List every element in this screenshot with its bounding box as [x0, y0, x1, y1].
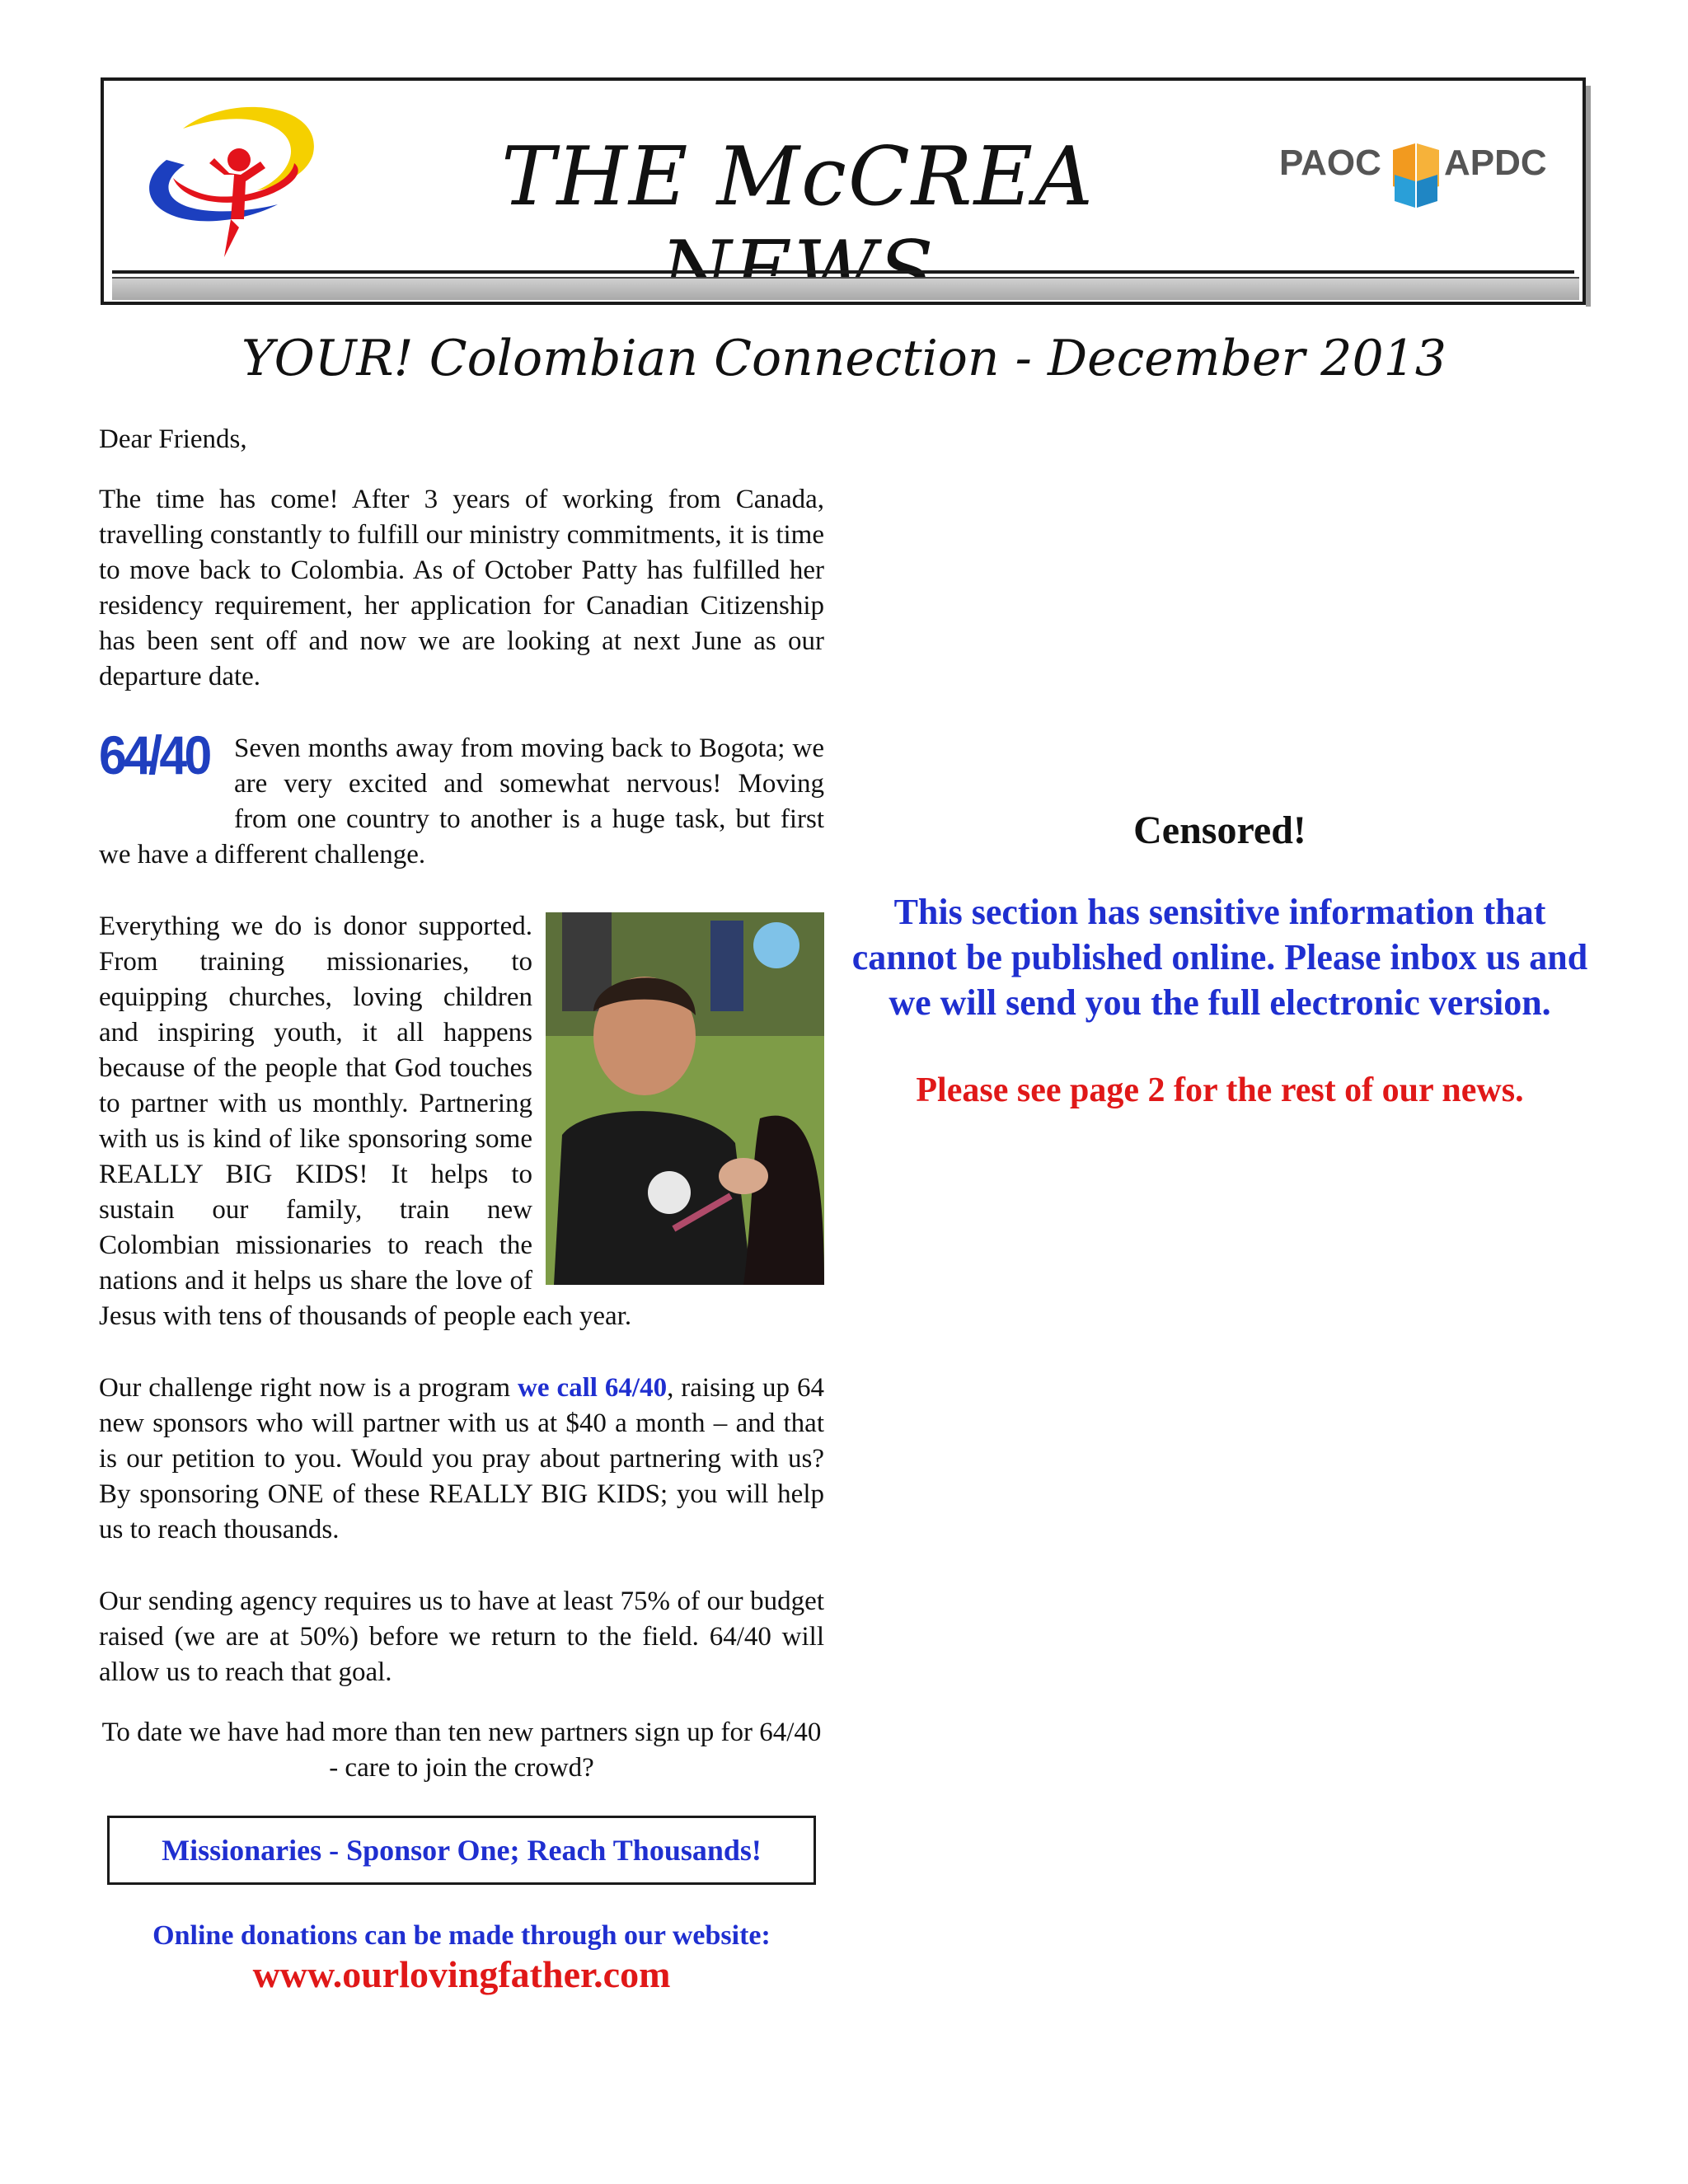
masthead-rule [112, 270, 1574, 274]
face-painting-photo [546, 912, 824, 1285]
greeting: Dear Friends, [99, 424, 247, 454]
apdc-logo-text: APDC [1444, 143, 1547, 183]
paoc-apdc-logo [1279, 125, 1559, 216]
program-name-highlight: we call 64/40 [518, 1373, 668, 1403]
letter-column [99, 422, 824, 1995]
masthead [101, 77, 1586, 305]
slogan-text: Missionaries - Sponsor One; Reach Thousands! [162, 1833, 762, 1867]
newsletter-title: THE McCREA [501, 130, 1095, 224]
see-page-2-note: Please see page 2 for the rest of our news. [916, 1071, 1524, 1109]
partners-note: To date we have had more than ten new partners sign up for 64/40 - care to join the crowd? [101, 1718, 822, 1783]
ministry-logo [134, 96, 331, 260]
slogan-box [107, 1816, 816, 1885]
masthead-bar [112, 277, 1579, 300]
censored-column [849, 808, 1591, 1110]
online-donations-label: Online donations can be made through our website: [152, 1920, 771, 1951]
paragraph-intro: The time has come! After 3 years of working from Canada, travelling constantly to fulfill our ministry commitments, it is time to move back to Colombia. As of October Patty has fulfilled her residency requirement, her application for Canadian Citizenship has been sent off and now we are looking at next June as our departure date. [99, 485, 824, 691]
challenge-text-start: Our challenge right now is a program [99, 1373, 518, 1403]
paoc-logo-text: PAOC [1279, 143, 1381, 183]
sensitive-info-message: This section has sensitive information that cannot be published online. Please inbox us and we will send you the full electronic version. [851, 892, 1588, 1023]
censored-heading: Censored! [1133, 808, 1306, 852]
website-link[interactable]: www.ourlovingfather.com [252, 1953, 671, 1995]
paragraph-challenge [99, 1371, 824, 1548]
challenge-text-end: , raising up 64 new sponsors who will partner with us at $40 a month – and that is our petition to you. Would you pray about partnering with us? By sponsoring ONE of these REALLY BIG KIDS; you will help us to reach thousands. [99, 1373, 824, 1544]
paragraph-moving: Seven months away from moving back to Bogota; we are very excited and somewhat nervous! Moving from one country to another is a huge task, but first we have a different challenge. [99, 733, 824, 869]
newsletter-subtitle: YOUR! Colombian Connection - December 2013 [241, 330, 1447, 387]
paragraph-donor-supported: Everything we do is donor supported. From training missionaries, to equipping churches, loving children and inspiring youth, it all happens because of the people that God touches to partner with us monthly. Partnering with us is kind of like sponsoring some REALLY BIG KIDS! It helps to sustain our family, train new Colombian missionaries to reach the nations and it helps us share the love of Jesus with tens of thousands of people each year. [99, 912, 632, 1331]
64-40-badge: 64/40 [99, 724, 209, 785]
paragraph-agency: Our sending agency requires us to have at least 75% of our budget raised (we are at 50%) before we return to the field. 64/40 will allow us to reach that goal. [99, 1586, 824, 1687]
